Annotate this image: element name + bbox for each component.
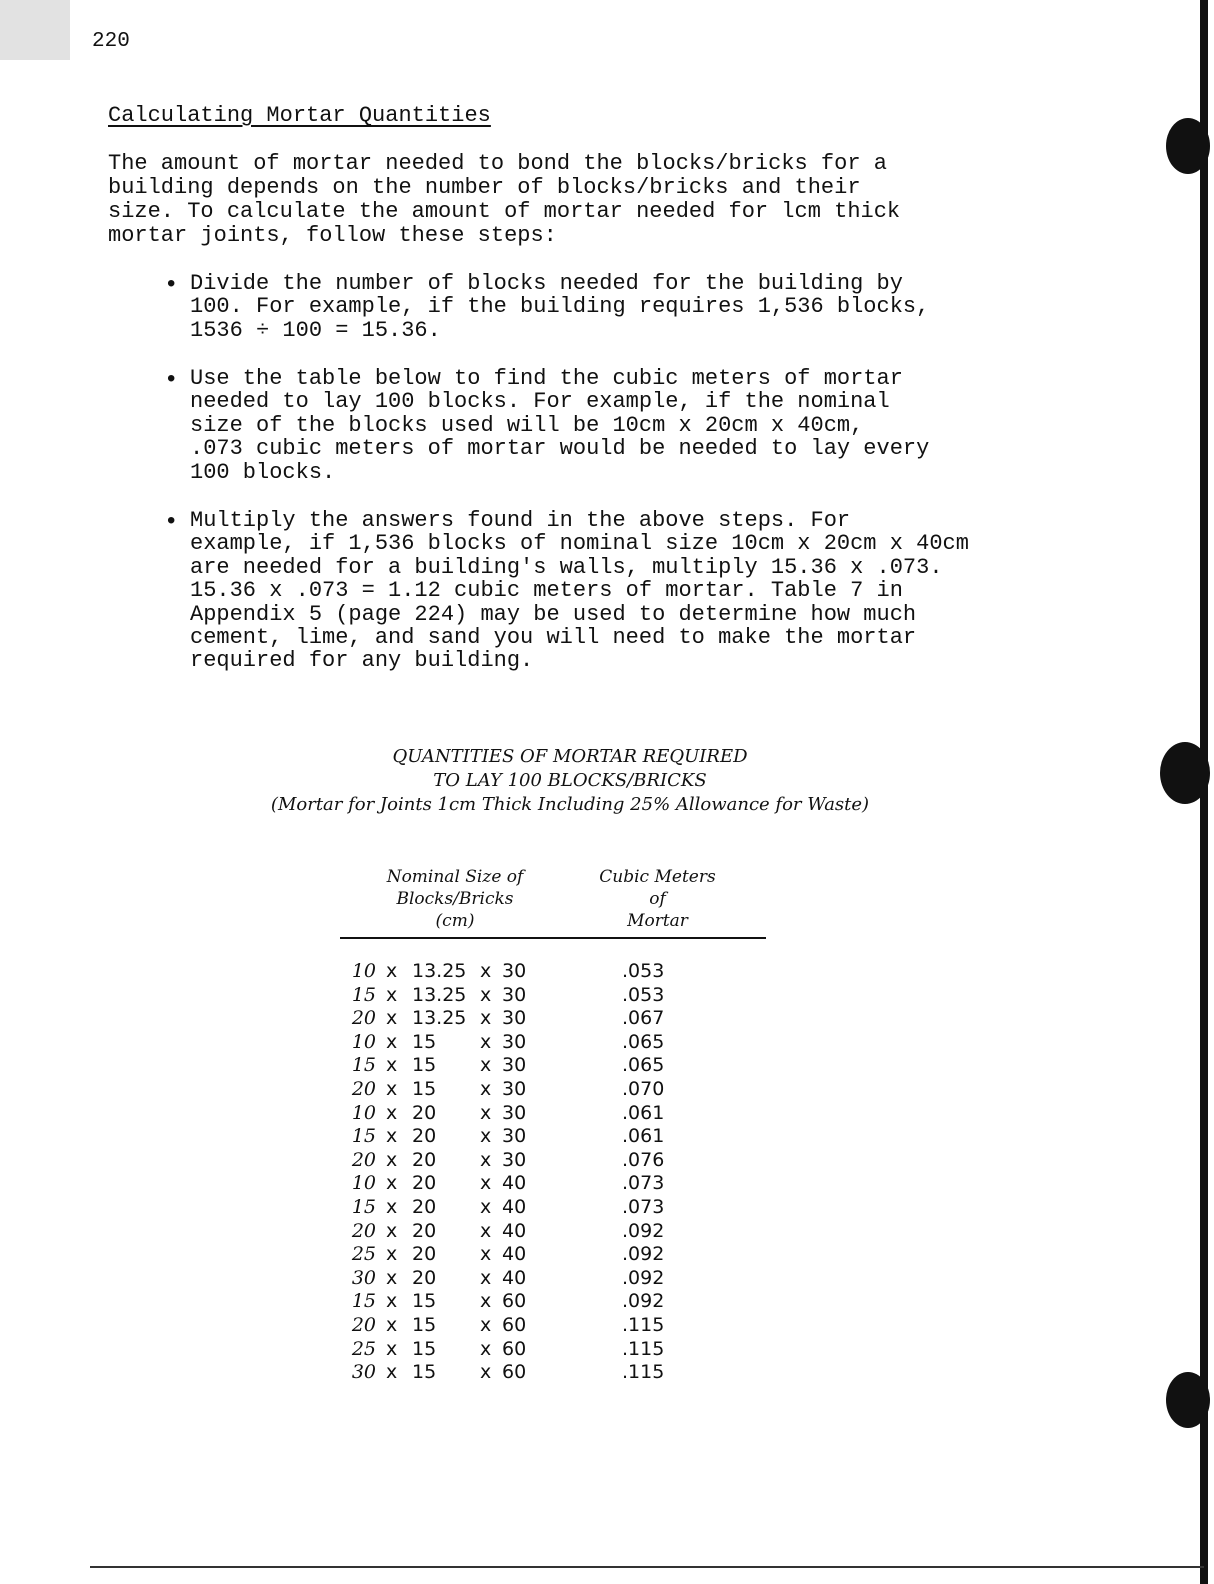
size-a: 10: [351, 1172, 376, 1195]
size-b: 20: [412, 1266, 437, 1289]
size-c: 30: [502, 1007, 527, 1030]
table-row: [350, 1314, 680, 1338]
size-c: 30: [502, 983, 527, 1006]
size-b: 15: [412, 1313, 437, 1336]
times-sign: x: [480, 1313, 492, 1336]
table-row: [350, 1078, 680, 1102]
size-b: 20: [412, 1148, 437, 1171]
mortar-volume: .092: [622, 1266, 665, 1289]
binder-hole-3: [1166, 1372, 1210, 1428]
mortar-volume: .115: [622, 1313, 665, 1336]
times-sign: x: [386, 1243, 398, 1266]
table-row: [350, 1220, 680, 1244]
size-b: 15: [412, 1361, 437, 1384]
table-header-rule: [340, 937, 766, 939]
size-a: 25: [351, 1337, 376, 1360]
intro-paragraph: The amount of mortar needed to bond the blocks/bricks for a building depends on the number of blocks/bricks and their size. To calculate the amount of mortar needed for lcm thick mortar joints, follow these steps:: [108, 151, 901, 248]
table-row: [350, 1267, 680, 1291]
times-sign: x: [480, 960, 492, 982]
table-caption-line-1: QUANTITIES OF MORTAR REQUIRED: [392, 746, 748, 767]
size-b: 20: [412, 1101, 437, 1124]
size-a: 15: [351, 1125, 376, 1148]
size-c: 30: [502, 1148, 527, 1171]
size-c: 40: [502, 1266, 527, 1289]
size-b: 15: [412, 1290, 437, 1313]
mortar-volume: .115: [622, 1337, 665, 1360]
section-title: Calculating Mortar Quantities: [108, 103, 491, 128]
times-sign: x: [480, 1195, 492, 1218]
mortar-volume: .073: [622, 1195, 665, 1218]
column-header-mortar: Cubic Meters of Mortar: [599, 867, 716, 931]
times-sign: x: [386, 1125, 398, 1148]
size-c: 40: [502, 1195, 527, 1218]
mortar-volume: .067: [622, 1007, 665, 1030]
size-b: 15: [412, 1054, 437, 1077]
table-caption-line-2: TO LAY 100 BLOCKS/BRICKS: [433, 770, 707, 791]
size-c: 60: [502, 1361, 527, 1384]
binder-hole-1: [1166, 118, 1210, 174]
size-a: 15: [351, 1054, 376, 1077]
times-sign: x: [480, 1243, 492, 1266]
times-sign: x: [480, 1101, 492, 1124]
times-sign: x: [480, 1172, 492, 1195]
size-c: 60: [502, 1290, 527, 1313]
size-c: 30: [502, 960, 527, 982]
size-b: 15: [412, 1030, 437, 1053]
mortar-volume: .061: [622, 1125, 665, 1148]
mortar-volume: .092: [622, 1243, 665, 1266]
mortar-volume: .061: [622, 1101, 665, 1124]
table-caption-line-3: (Mortar for Joints 1cm Thick Including 25% Allowance for Waste): [270, 794, 870, 815]
table-row: [350, 1172, 680, 1196]
times-sign: x: [480, 1290, 492, 1313]
table-row: [350, 1338, 680, 1362]
table-row: [350, 1031, 680, 1055]
table-row: [350, 1243, 680, 1267]
table-row: [350, 1361, 680, 1385]
size-c: 30: [502, 1125, 527, 1148]
times-sign: x: [480, 1077, 492, 1100]
size-a: 20: [351, 1219, 376, 1242]
times-sign: x: [386, 1361, 398, 1384]
size-a: 10: [351, 1030, 376, 1053]
times-sign: x: [386, 1195, 398, 1218]
table-caption: [0, 745, 1140, 817]
mortar-volume: .092: [622, 1219, 665, 1242]
times-sign: x: [480, 1125, 492, 1148]
times-sign: x: [386, 960, 398, 982]
times-sign: x: [480, 983, 492, 1006]
size-a: 10: [351, 960, 376, 982]
times-sign: x: [480, 1007, 492, 1030]
size-b: 20: [412, 1243, 437, 1266]
times-sign: x: [386, 1172, 398, 1195]
size-b: 20: [412, 1195, 437, 1218]
times-sign: x: [386, 1313, 398, 1336]
size-b: 20: [412, 1125, 437, 1148]
size-c: 30: [502, 1054, 527, 1077]
table-row: [350, 1102, 680, 1126]
times-sign: x: [480, 1337, 492, 1360]
times-sign: x: [386, 1148, 398, 1171]
size-a: 20: [351, 1148, 376, 1171]
size-c: 60: [502, 1313, 527, 1336]
size-a: 20: [351, 1077, 376, 1100]
size-a: 15: [351, 1290, 376, 1313]
table-row: [350, 1007, 680, 1031]
scan-bottom-edge: [90, 1566, 1204, 1568]
times-sign: x: [386, 1077, 398, 1100]
size-c: 30: [502, 1101, 527, 1124]
size-b: 13.25: [412, 983, 467, 1006]
times-sign: x: [386, 983, 398, 1006]
binder-hole-2: [1160, 742, 1210, 804]
size-a: 10: [351, 1101, 376, 1124]
size-c: 40: [502, 1219, 527, 1242]
page-number: 220: [92, 30, 130, 53]
times-sign: x: [386, 1266, 398, 1289]
size-a: 25: [351, 1243, 376, 1266]
times-sign: x: [386, 1337, 398, 1360]
size-b: 15: [412, 1077, 437, 1100]
size-a: 15: [351, 1195, 376, 1218]
size-c: 60: [502, 1337, 527, 1360]
times-sign: x: [480, 1266, 492, 1289]
mortar-volume: .065: [622, 1054, 665, 1077]
times-sign: x: [480, 1148, 492, 1171]
size-b: 15: [412, 1337, 437, 1360]
mortar-volume: .073: [622, 1172, 665, 1195]
mortar-volume: .053: [622, 960, 665, 982]
size-a: 20: [351, 1007, 376, 1030]
column-header-size: Nominal Size of Blocks/Bricks (cm): [386, 867, 524, 931]
size-c: 30: [502, 1077, 527, 1100]
times-sign: x: [480, 1219, 492, 1242]
mortar-volume: .092: [622, 1290, 665, 1313]
times-sign: x: [480, 1054, 492, 1077]
mortar-volume: .065: [622, 1030, 665, 1053]
table-row: [350, 1196, 680, 1220]
times-sign: x: [480, 1361, 492, 1384]
bullet-step-1: • Divide the number of blocks needed for the building by 100. For example, if the building requires 1,536 blocks, 1536 ÷ 100 = 15.36.: [190, 272, 1050, 342]
times-sign: x: [386, 1054, 398, 1077]
size-b: 20: [412, 1219, 437, 1242]
times-sign: x: [386, 1290, 398, 1313]
mortar-volume: .053: [622, 983, 665, 1006]
times-sign: x: [386, 1101, 398, 1124]
bullet-step-2: • Use the table below to find the cubic meters of mortar needed to lay 100 blocks. For example, if the nominal size of the blocks used will be 10cm x 20cm x 40cm, .073 cubic meters of mortar would be needed to lay every 100 blocks.: [190, 367, 1050, 484]
table-row: [350, 984, 680, 1008]
times-sign: x: [386, 1030, 398, 1053]
table-row: [350, 1125, 680, 1149]
times-sign: x: [386, 1007, 398, 1030]
size-b: 13.25: [412, 960, 467, 982]
size-b: 13.25: [412, 1007, 467, 1030]
size-a: 20: [351, 1313, 376, 1336]
bullet-step-3: • Multiply the answers found in the above steps. For example, if 1,536 blocks of nominal size 10cm x 20cm x 40cm are needed for a building's walls, multiply 15.36 x .073. 15.36 x .073 = 1.12 cubic meters of mortar. Table 7 in Appendix 5 (page 224) may be used to determine how much cement, lime, and sand you will need to make the mortar required for any building.: [190, 509, 1050, 673]
size-c: 40: [502, 1172, 527, 1195]
size-c: 30: [502, 1030, 527, 1053]
mortar-volume: .070: [622, 1077, 665, 1100]
size-b: 20: [412, 1172, 437, 1195]
table-row: [350, 1290, 680, 1314]
times-sign: x: [480, 1030, 492, 1053]
mortar-volume: .076: [622, 1148, 665, 1171]
table-row: [350, 1149, 680, 1173]
size-c: 40: [502, 1243, 527, 1266]
table-row: [350, 1054, 680, 1078]
table-row: [350, 960, 680, 984]
mortar-table-body: [350, 960, 680, 1385]
size-a: 30: [351, 1266, 376, 1289]
mortar-volume: .115: [622, 1361, 665, 1384]
size-a: 30: [351, 1361, 376, 1384]
scan-corner-shading: [0, 0, 70, 60]
size-a: 15: [351, 983, 376, 1006]
times-sign: x: [386, 1219, 398, 1242]
